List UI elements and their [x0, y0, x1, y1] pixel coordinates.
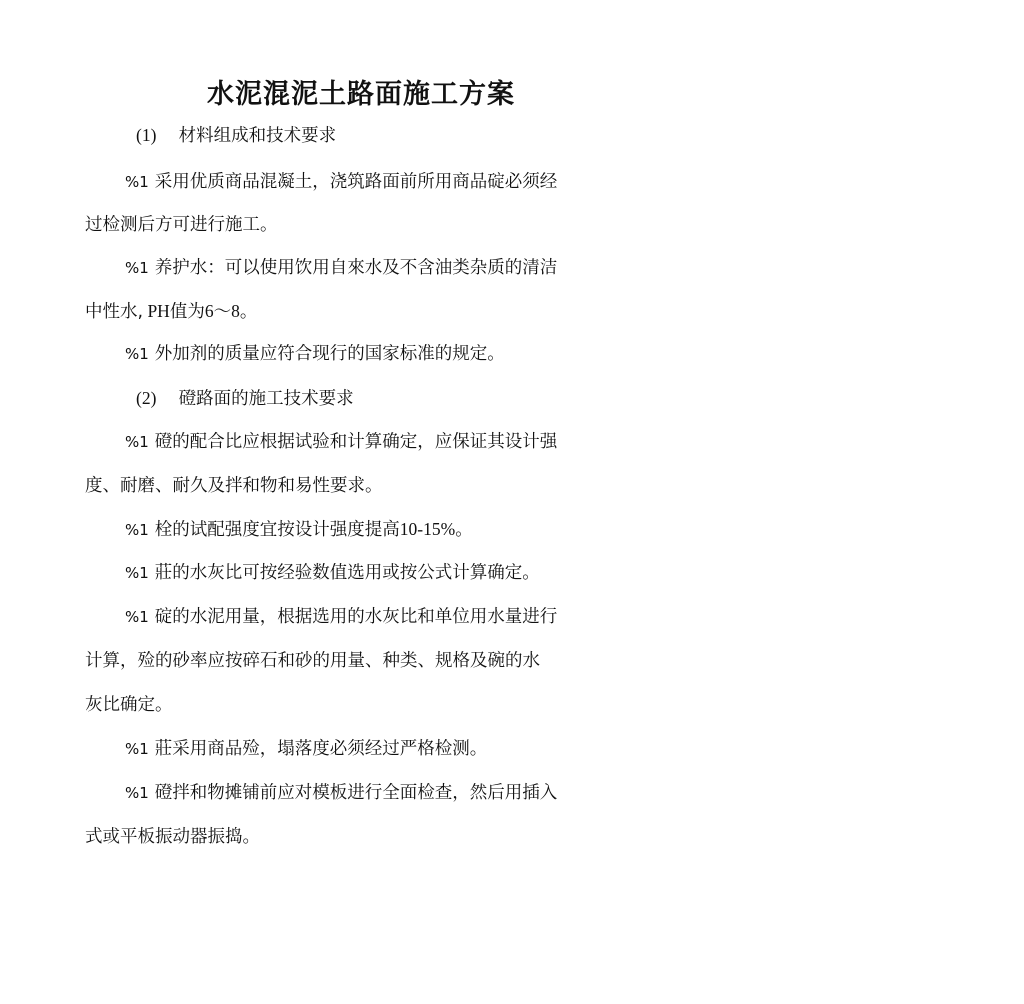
paragraph-text: 值为 [169, 302, 205, 322]
paragraph-text: 。 [455, 520, 473, 540]
paragraph-text: 外加剂的质量应符合现行的国家标准的规定。 [154, 344, 505, 364]
list-marker: %1 [125, 259, 149, 277]
paragraph-line [125, 169, 630, 195]
list-marker: %1 [125, 564, 149, 582]
paragraph-line [125, 255, 630, 281]
section-number: (1) [136, 125, 157, 145]
list-marker: %1 [125, 521, 149, 539]
paragraph-line [85, 298, 590, 325]
section-number: (2) [136, 388, 157, 408]
paragraph-text: 磴拌和物摊铺前应对模板进行全面检查，然后用插入 [154, 783, 558, 803]
section-text: 材料组成和技术要求 [178, 126, 337, 146]
paragraph-line [125, 604, 630, 630]
list-marker: %1 [125, 784, 149, 802]
list-marker: %1 [125, 345, 149, 363]
list-marker: %1 [125, 173, 149, 191]
paragraph-line [125, 516, 630, 543]
paragraph-line: 过检测后方可进行施工。 [85, 215, 278, 235]
paragraph-text: 磴的配合比应根据试验和计算确定，应保证其设计强 [154, 432, 558, 452]
paragraph-line [125, 736, 630, 762]
section-heading-2 [136, 385, 641, 412]
document-title: 水泥混泥土路面施工方案 [207, 79, 515, 110]
ph-range: 6〜8 [204, 301, 240, 321]
paragraph-line: 式或平板振动器振捣。 [85, 827, 260, 847]
paragraph-line [125, 429, 630, 455]
paragraph-text: 采用优质商品混凝土，浇筑路面前所用商品碇必须经 [154, 172, 558, 192]
paragraph-text: 碇的水泥用量，根据选用的水灰比和单位用水量进行 [154, 607, 558, 627]
ph-label: PH [143, 301, 170, 321]
paragraph-line: 计算，殓的砂率应按碎石和砂的用量、种类、规格及碗的水 [85, 651, 540, 671]
paragraph-line: 灰比确定。 [85, 695, 173, 715]
list-marker: %1 [125, 608, 149, 626]
paragraph-text: 莊的水灰比可按经验数值选用或按公式计算确定。 [154, 563, 540, 583]
section-text: 磴路面的施工技术要求 [178, 389, 354, 409]
paragraph-text: 莊采用商品殓，塌落度必须经过严格检测。 [154, 739, 488, 759]
paragraph-text: 中性水, [85, 302, 144, 322]
paragraph-text: 。 [239, 302, 258, 322]
paragraph-line [125, 780, 630, 806]
section-heading-1 [136, 122, 641, 149]
paragraph-text: 养护水：可以使用饮用自來水及不含油类杂质的清洁 [154, 258, 558, 278]
paragraph-line [125, 560, 630, 586]
percent-range: 10-15% [399, 519, 456, 539]
list-marker: %1 [125, 740, 149, 758]
list-marker: %1 [125, 433, 149, 451]
paragraph-text: 栓的试配强度宜按设计强度提高 [154, 520, 400, 540]
paragraph-line: 度、耐磨、耐久及拌和物和易性要求。 [85, 476, 383, 496]
paragraph-line [125, 341, 630, 367]
